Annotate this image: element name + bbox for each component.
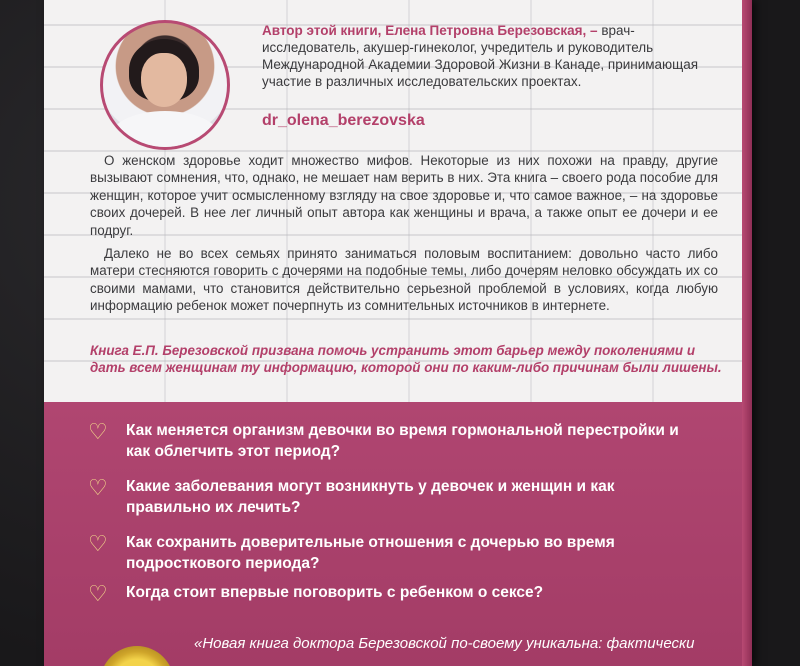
author-photo [100,20,230,150]
question-item [88,532,686,574]
author-bio-lead: Автор этой книги, Елена Петровна Березовская, – [262,23,598,38]
question-item [88,582,686,606]
heart-icon: ♡ [88,532,108,557]
brick-wall-background [44,0,742,402]
question-text: Какие заболевания могут возникнуть у девочек и женщин и как правильно их лечить? [126,478,615,516]
author-handle: dr_olena_berezovska [262,112,425,129]
description-paragraph-1: О женском здоровье ходит множество мифов. Некоторые из них похожи на правду, другие вызывают сомнения, что, однако, не мешает нам верить в них. Эта книга – своего рода пособие для женщин, которое учит осмысленному взгляду на свое здоровье и, что самое важное, – на здоровье своих дочерей. В нее лег личный опыт автора как женщины и врача, а также опыт ее дочери и ее подруг. [90,153,718,238]
question-text: Как сохранить доверительные отношения с дочерью во время подросткового периода? [126,534,615,572]
question-item [88,420,686,462]
question-text: Когда стоит впервые поговорить с ребенком о сексе? [126,584,544,601]
author-bio-text: врач-исследователь, акушер-гинеколог, учредитель и руководитель Международной Академии Здоровой Жизни в Канаде, принимающая участие в различных исследовательских проектах. [262,23,699,89]
highlight-text: Книга Е.П. Березовской призвана помочь устранить этот барьер между поколениями и дать всем женщинам ту информацию, которой они по каким-либо причинам были лишены. [90,343,722,375]
question-item [88,476,686,518]
heart-icon: ♡ [88,476,108,501]
author-photo-shoulders [111,111,219,150]
author-photo-face [141,53,187,107]
heart-icon: ♡ [88,420,108,445]
description [90,152,718,321]
questions-panel [44,402,742,666]
book-back-cover [44,0,752,666]
heart-icon: ♡ [88,582,108,607]
review-quote: «Новая книга доктора Березовской по-своему уникальна: фактически [194,635,695,652]
description-paragraph-2: Далеко не во всех семьях принято заниматься половым воспитанием: довольно часто либо матери стесняются говорить с дочерями на подобные темы, либо дочерям неловко обсуждать их со своими мамами, что становится действительно серьезной проблемой в условиях, когда любую информацию ребенок может почерпнуть из сомнительных источников в интернете. [90,246,718,314]
question-text: Как меняется организм девочки во время гормональной перестройки и как облегчить этот период? [126,422,679,460]
author-bio [262,22,722,90]
cover-edge [742,0,752,666]
